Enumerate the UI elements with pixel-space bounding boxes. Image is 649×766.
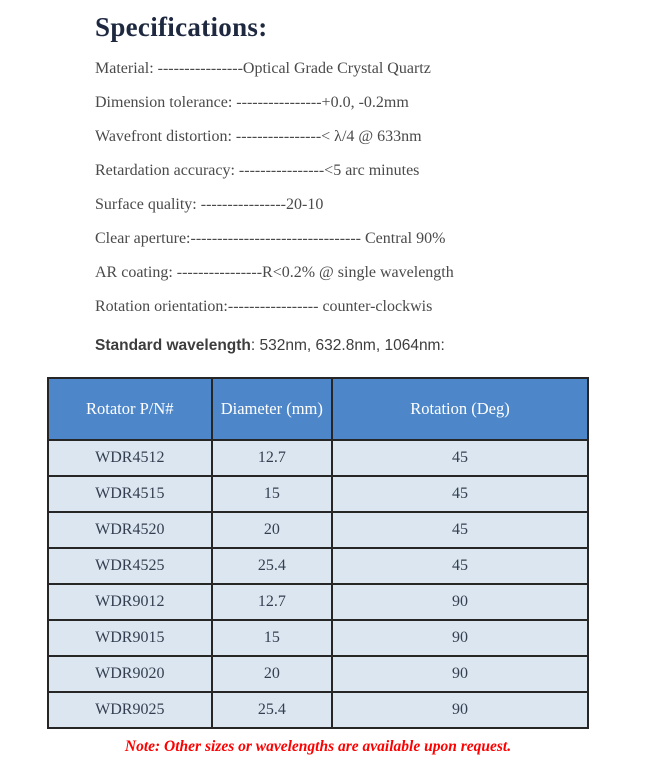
spec-content bbox=[95, 12, 619, 363]
table-cell: 90 bbox=[332, 584, 588, 620]
spec-lines bbox=[95, 52, 619, 324]
table-cell: WDR9012 bbox=[48, 584, 212, 620]
table-header-row bbox=[48, 378, 588, 440]
table-cell: 25.4 bbox=[212, 548, 332, 584]
table-cell: 15 bbox=[212, 620, 332, 656]
table-cell: WDR9015 bbox=[48, 620, 212, 656]
table-cell: 45 bbox=[332, 440, 588, 476]
table-cell: 45 bbox=[332, 476, 588, 512]
table-cell: WDR4515 bbox=[48, 476, 212, 512]
table-body bbox=[48, 440, 588, 728]
table-row bbox=[48, 620, 588, 656]
table-cell: 90 bbox=[332, 620, 588, 656]
table-row bbox=[48, 476, 588, 512]
table-cell: WDR4512 bbox=[48, 440, 212, 476]
table-header-cell: Diameter (mm) bbox=[212, 378, 332, 440]
standard-wavelength-line bbox=[95, 329, 619, 363]
rotator-table-wrap bbox=[47, 377, 589, 729]
table-row bbox=[48, 656, 588, 692]
table-row bbox=[48, 548, 588, 584]
table-cell: 15 bbox=[212, 476, 332, 512]
spec-line-2: Wavefront distortion: ----------------< λ/4 @ 633nm bbox=[95, 128, 422, 145]
table-cell: 90 bbox=[332, 692, 588, 728]
table-cell: 45 bbox=[332, 548, 588, 584]
table-cell: 12.7 bbox=[212, 440, 332, 476]
table-row bbox=[48, 440, 588, 476]
table-header-cell: Rotator P/N# bbox=[48, 378, 212, 440]
table-cell: 20 bbox=[212, 512, 332, 548]
table-row bbox=[48, 584, 588, 620]
table-cell: 20 bbox=[212, 656, 332, 692]
table-cell: WDR4525 bbox=[48, 548, 212, 584]
standard-wavelength-values: : 532nm, 632.8nm, 1064nm: bbox=[250, 337, 445, 354]
spec-line-0: Material: ----------------Optical Grade Crystal Quartz bbox=[95, 60, 431, 77]
spec-line-4: Surface quality: ----------------20-10 bbox=[95, 196, 324, 213]
table-cell: WDR9025 bbox=[48, 692, 212, 728]
page-title: Specifications: bbox=[95, 12, 268, 42]
footer-note: Note: Other sizes or wavelengths are available upon request. bbox=[124, 738, 512, 755]
table-cell: 90 bbox=[332, 656, 588, 692]
rotator-table bbox=[47, 377, 589, 729]
spec-line-1: Dimension tolerance: ----------------+0.0, -0.2mm bbox=[95, 94, 409, 111]
table-cell: 45 bbox=[332, 512, 588, 548]
spec-line-3: Retardation accuracy: ----------------<5 arc minutes bbox=[95, 162, 420, 179]
table-cell: 25.4 bbox=[212, 692, 332, 728]
spec-line-5: Clear aperture:-------------------------------- Central 90% bbox=[95, 230, 446, 247]
table-cell: 12.7 bbox=[212, 584, 332, 620]
table-row bbox=[48, 692, 588, 728]
standard-wavelength-label: Standard wavelength bbox=[95, 337, 251, 354]
spec-line-7: Rotation orientation:----------------- counter-clockwis bbox=[95, 298, 433, 315]
table-header-cell: Rotation (Deg) bbox=[332, 378, 588, 440]
spec-line-6: AR coating: ----------------R<0.2% @ single wavelength bbox=[95, 264, 454, 281]
table-cell: WDR4520 bbox=[48, 512, 212, 548]
table-cell: WDR9020 bbox=[48, 656, 212, 692]
table-row bbox=[48, 512, 588, 548]
